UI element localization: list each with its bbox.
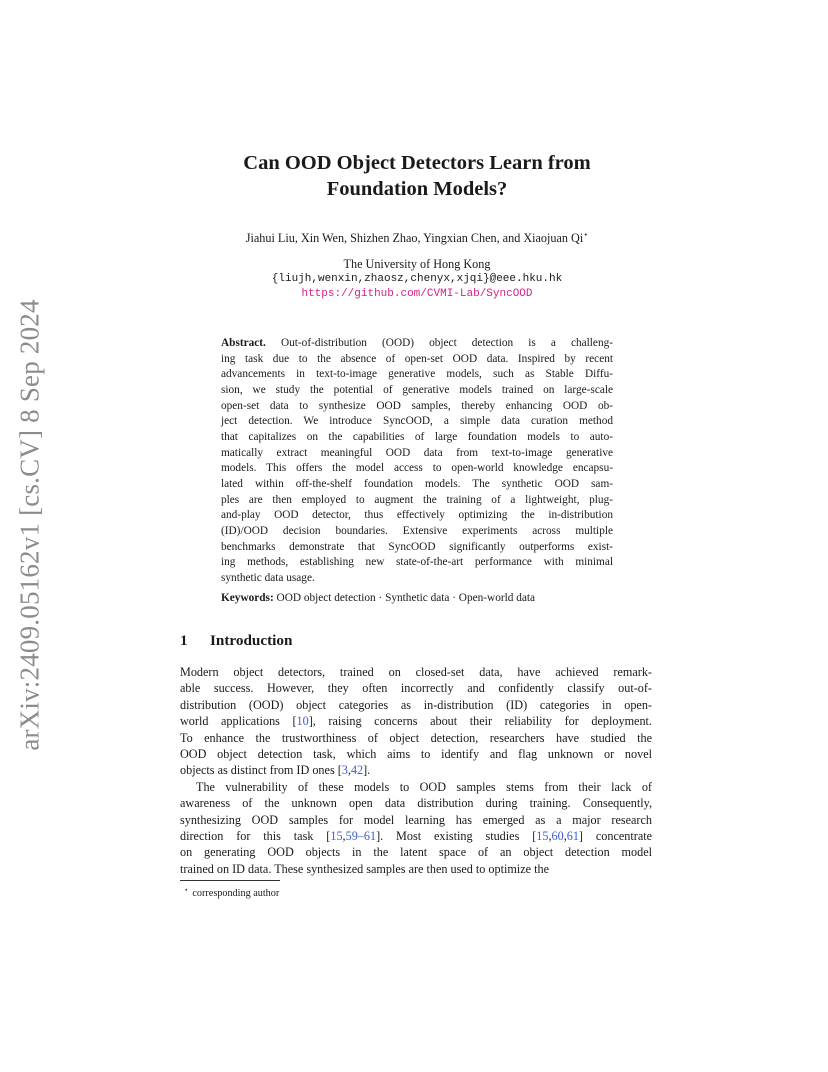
- abstract-line: (ID)/OOD decision boundaries. Extensive experiments across multiple: [221, 524, 613, 537]
- keywords-label: Keywords:: [221, 592, 274, 604]
- affiliation: The University of Hong Kong: [343, 257, 491, 271]
- author-list: [180, 230, 654, 246]
- corresponding-author-mark: ⋆: [583, 230, 589, 239]
- citation-link[interactable]: 15: [330, 829, 343, 844]
- text-line: [180, 828, 652, 844]
- abstract-line: matically extract meaningful OOD data from text-to-image generative: [221, 446, 613, 459]
- text-segment: trained on ID data. These synthesized samples are then used to optimize the: [180, 861, 550, 876]
- section-heading: [180, 632, 292, 650]
- section-number: 1: [180, 632, 188, 649]
- abstract-label: Abstract.: [221, 337, 266, 349]
- text-line: [180, 664, 652, 680]
- text-segment: objects as distinct from ID ones [: [180, 763, 342, 778]
- text-segment: ,: [347, 763, 351, 778]
- citation-link[interactable]: 59–61: [345, 829, 377, 844]
- text-line: [180, 779, 652, 795]
- text-segment: ,: [342, 829, 346, 844]
- text-segment: awareness of the unknown open data distribution during training. Consequently,: [180, 796, 652, 811]
- title-line: Can OOD Object Detectors Learn from: [243, 152, 591, 174]
- affiliation-block: [180, 257, 654, 302]
- keywords: [221, 592, 613, 604]
- abstract-line: lated within off-the-shelf foundation models. The synthetic OOD sam-: [221, 477, 613, 490]
- title-line: Foundation Models?: [326, 178, 508, 200]
- arxiv-identifier: arXiv:2409.05162v1 [cs.CV] 8 Sep 2024: [14, 299, 45, 751]
- text-segment: ], raising concerns about their reliability for deployment.: [308, 714, 652, 729]
- text-segment: OOD object detection task, which aims to identify and flag unknown or novel: [180, 747, 652, 762]
- text-segment: ,: [548, 829, 552, 844]
- text-line: [180, 713, 652, 729]
- citation-link[interactable]: 15: [536, 829, 549, 844]
- author-emails: {liujh,wenxin,zhaosz,chenyx,xjqi}@eee.hku.hk: [271, 273, 563, 285]
- text-segment: ,: [563, 829, 567, 844]
- text-line: [180, 746, 652, 762]
- abstract-line: ject detection. We introduce SyncOOD, a simple data curation method: [221, 415, 613, 428]
- footnote-rule: [180, 880, 280, 881]
- abstract-line: ing task due to the absence of open-set OOD data. Inspired by recent: [221, 352, 613, 365]
- paragraph: [180, 779, 652, 877]
- body-text: [180, 664, 652, 877]
- abstract-line: advancements in text-to-image generative models, such as Stable Diffu-: [221, 368, 613, 381]
- text-segment: The vulnerability of these models to OOD samples stems from their lack of: [196, 779, 652, 794]
- footnote-mark: ⋆: [184, 886, 189, 894]
- text-line: [180, 697, 652, 713]
- text-segment: world applications [: [180, 714, 297, 729]
- arxiv-watermark: [8, 290, 52, 760]
- text-segment: synthesizing OOD samples for model learning has emerged as a major research: [180, 812, 652, 827]
- abstract-line: models. This offers the model access to open-world knowledge encapsu-: [221, 462, 613, 475]
- text-segment: ].: [363, 763, 371, 778]
- citation-link[interactable]: 10: [296, 714, 309, 729]
- abstract-line: benchmarks demonstrate that SyncOOD significantly outperforms exist-: [221, 540, 613, 553]
- citation-link[interactable]: 60: [551, 829, 564, 844]
- abstract-line: that capitalizes on the capabilities of large foundation models to auto-: [221, 430, 613, 443]
- repository-link[interactable]: https://github.com/CVMI-Lab/SyncOOD: [301, 288, 533, 300]
- paper-title: [180, 150, 654, 202]
- text-segment: on generating OOD objects in the latent space of an object detection model: [180, 845, 652, 860]
- text-line: [180, 795, 652, 811]
- citation-link[interactable]: 61: [566, 829, 579, 844]
- footnote: [184, 886, 279, 899]
- abstract-line: ples are then employed to augment the training of a lightweight, plug-: [221, 493, 613, 506]
- text-segment: ]. Most existing studies [: [376, 829, 537, 844]
- text-line: [180, 762, 652, 778]
- text-line: [180, 861, 652, 877]
- text-segment: ] concentrate: [578, 829, 653, 844]
- text-segment: Modern object detectors, trained on closed-set data, have achieved remark-: [180, 665, 652, 679]
- author-names: Jiahui Liu, Xin Wen, Shizhen Zhao, Yingxian Chen, and Xiaojuan Qi: [245, 231, 584, 245]
- text-line: [180, 812, 652, 828]
- abstract-line: sion, we study the potential of generative models trained on large-scale: [221, 383, 613, 396]
- abstract-line: Abstract. Out-of-distribution (OOD) object detection is a challeng-: [221, 337, 614, 349]
- section-title: Introduction: [210, 632, 293, 649]
- text-segment: To enhance the trustworthiness of object detection, researchers have studied the: [180, 730, 652, 745]
- abstract-line: ing methods, establishing new state-of-the-art performance with minimal: [221, 556, 613, 569]
- text-line: [180, 844, 652, 860]
- abstract: [221, 336, 613, 587]
- citation-link[interactable]: 3: [341, 763, 348, 778]
- abstract-line: open-set data to synthesize OOD samples, thereby enhancing OOD ob-: [221, 399, 613, 412]
- text-segment: distribution (OOD) object categories as in-distribution (ID) categories in open-: [180, 697, 652, 712]
- keywords-text: OOD object detection · Synthetic data · Open-world data: [276, 592, 536, 604]
- citation-link[interactable]: 42: [350, 763, 364, 778]
- text-segment: direction for this task [: [180, 829, 331, 844]
- text-line: [180, 730, 652, 746]
- text-segment: able success. However, they often incorrectly and confidently classify out-of-: [180, 681, 652, 696]
- text-line: [180, 680, 652, 696]
- abstract-line: synthetic data usage.: [221, 571, 315, 584]
- footnote-text: corresponding author: [192, 888, 280, 899]
- paragraph: [180, 664, 652, 779]
- abstract-line: and-play OOD detector, thus effectively optimizing the in-distribution: [221, 509, 613, 522]
